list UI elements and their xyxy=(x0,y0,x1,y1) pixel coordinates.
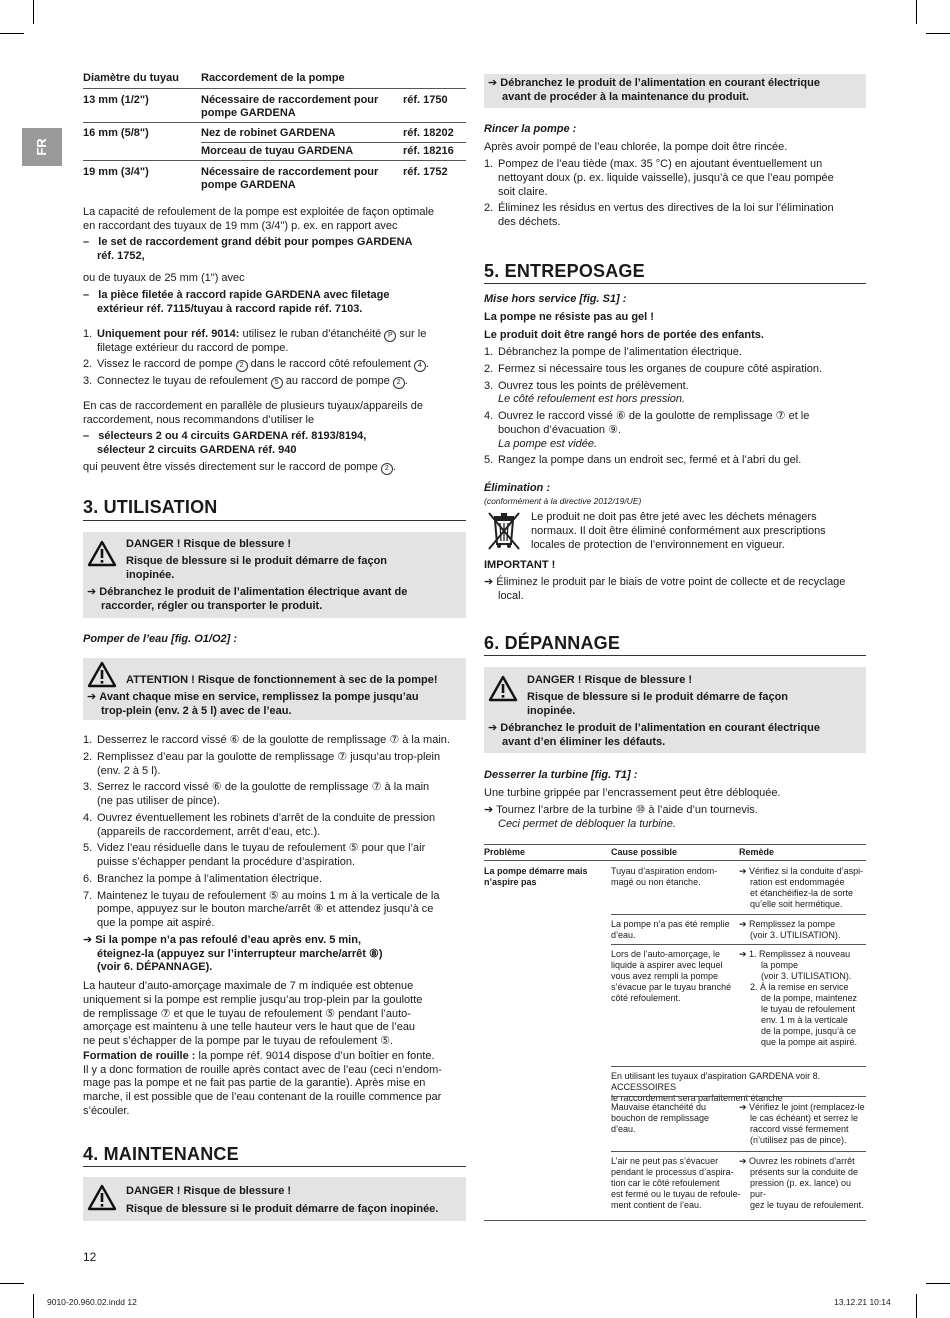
cause-cell xyxy=(611,1102,709,1135)
danger-text: Risque de blessure si le produit démarre de façon inopinée. xyxy=(126,1203,439,1215)
bold-note: Le produit doit être rangé hors de portée des enfants. xyxy=(484,329,764,341)
text-line: de la pompe, maintenez xyxy=(761,992,858,1003)
text-line: la pièce filetée à raccord rapide GARDENA avec filetage xyxy=(98,289,390,301)
list-item xyxy=(484,380,868,408)
text-line: (voir 6. DÉPANNAGE). xyxy=(97,961,213,974)
paragraph: qui peuvent être vissés directement sur le raccord de pompe 2 . xyxy=(83,461,396,473)
danger-text: inopinée. xyxy=(527,705,576,717)
text-line: Tuyau d’aspiration endom- xyxy=(611,866,718,876)
text-line: tion car le côté refoulement xyxy=(611,1177,720,1188)
important-label: IMPORTANT ! xyxy=(484,559,556,571)
text-line: Ceci permet de débloquer la turbine. xyxy=(498,817,676,830)
text-line: pendant le processus d’aspira- xyxy=(611,1166,734,1177)
text-line: puisse s’échapper pendant la procédure d’aspiration. xyxy=(97,856,356,868)
list-item xyxy=(83,812,466,840)
list-item xyxy=(83,781,466,809)
text-line: (ne pas utiliser de pince). xyxy=(97,795,220,807)
steps-list xyxy=(83,328,466,392)
crop-mark xyxy=(0,33,24,34)
text-line: raccorder, régler ou transporter le produit. xyxy=(101,599,323,612)
footer-file-info: 9010-20.960.02.indd 12 xyxy=(47,1297,137,1307)
text-line: ration est endommagée xyxy=(750,876,845,887)
text: sur le xyxy=(396,328,427,340)
page-number: 12 xyxy=(83,1250,97,1264)
text-line: amorçage est maintenu à une telle hauteur vers le haut que de l’eau xyxy=(83,1021,416,1034)
dash-item: – le set de raccordement grand débit pour pompes GARDENA réf. 1752, xyxy=(83,236,413,262)
warning-icon xyxy=(87,661,117,688)
bold-note: La pompe ne résiste pas au gel ! xyxy=(484,311,654,323)
step-number: 5. xyxy=(484,454,494,467)
text-line: que la pompe ait aspiré. xyxy=(761,1036,858,1047)
text: utilisez le ruban d’étanchéité xyxy=(239,328,385,340)
text-line: le cas échéant) et serrez le xyxy=(750,1112,859,1123)
text-line: s’écouler. xyxy=(83,1104,130,1117)
text-line: La capacité de refoulement de la pompe est exploitée de façon optimale xyxy=(83,206,435,218)
subheading-rincer: Rincer la pompe : xyxy=(484,123,577,135)
section-title-maintenance: 4. MAINTENANCE xyxy=(83,1144,239,1164)
remedy-cell: ➔ Ouvrez les robinets d’arrêt présents sur la conduite de pression (p. ex. lance) ou pur- gez le tuyau de refoulement. xyxy=(739,1156,868,1211)
list-item xyxy=(83,328,466,358)
danger-text: Risque de blessure si le produit démarre de façon xyxy=(527,691,789,703)
danger-title: DANGER ! Risque de blessure ! xyxy=(527,674,693,686)
text: filetage extérieur du raccord de pompe. xyxy=(97,342,289,354)
text-line: Si la pompe n’a pas refoulé d’eau après env. 5 min, xyxy=(95,933,361,946)
text-line: gez le tuyau de refoulement. xyxy=(750,1199,864,1210)
arrow-note: ➔ Si la pompe n’a pas refoulé d’eau après env. 5 min, éteignez-la (appuyez sur l’interrupteur marche/arrêt ⑧) (voir 6. DÉPANNAGE). xyxy=(83,934,466,975)
arrow-note: ➔ Tournez l’arbre de la turbine ⑩ à l’aide d’un tournevis. Ceci permet de débloquer la turbine. xyxy=(484,804,758,830)
table-header-connection: Raccordement de la pompe xyxy=(201,72,345,84)
paragraph xyxy=(531,511,826,552)
attention-box xyxy=(83,658,466,720)
remedy-cell: ➔ Remplissez la pompe (voir 3. UTILISATION). xyxy=(739,919,841,940)
list-item xyxy=(484,363,868,377)
text-line: d’eau. xyxy=(611,929,636,940)
step-number: 3. xyxy=(83,375,93,387)
steps-list xyxy=(83,734,466,1119)
troubleshooting-table xyxy=(484,844,868,1254)
list-item xyxy=(83,842,466,870)
paragraph: Après avoir pompé de l’eau chlorée, la pompe doit être rincée. xyxy=(484,141,788,153)
text-line: bouchon de remplissage xyxy=(611,1112,710,1123)
maintenance-box: ➔ Débranchez le produit de l’alimentation en courant électrique avant de procéder à la maintenance du produit. xyxy=(484,74,866,108)
text-line: 1. Remplissez à nouveau xyxy=(749,949,851,959)
text-line: uniquement si la pompe est remplie jusqu’au trop-plein par la goulotte xyxy=(83,993,423,1006)
table-header-cause: Cause possible xyxy=(611,847,678,857)
text-line: Avant chaque mise en service, remplissez la pompe jusqu’au xyxy=(99,691,419,703)
paragraph-rouille xyxy=(83,1050,466,1119)
text-line: Débranchez la pompe de l’alimentation électrique. xyxy=(498,346,742,358)
text-line: Desserrez le raccord vissé ⑥ de la goulotte de remplissage ⑦ à la main. xyxy=(97,734,450,746)
section-title-utilisation: 3. UTILISATION xyxy=(83,497,218,517)
text-line: réf. 1752, xyxy=(97,249,145,262)
subheading-elimination: Élimination : xyxy=(484,482,550,494)
connection-table xyxy=(83,70,466,200)
list-item xyxy=(83,375,466,392)
list-item xyxy=(83,734,466,748)
language-tab xyxy=(22,128,62,166)
dash-item: – sélecteurs 2 ou 4 circuits GARDENA réf. 8193/8194, sélecteur 2 circuits GARDENA réf. 940 xyxy=(83,430,367,456)
callout-number: P xyxy=(384,330,396,342)
table-header-diameter: Diamètre du tuyau xyxy=(83,72,179,84)
text-line: côté refoulement. xyxy=(611,992,681,1003)
section-title-depannage: 6. DÉPANNAGE xyxy=(484,633,621,653)
text-line: sélecteurs 2 ou 4 circuits GARDENA réf. 8193/8194, xyxy=(98,430,367,442)
text-line: En cas de raccordement en parallèle de plusieurs tuyaux/appareils de xyxy=(83,400,423,412)
danger-box xyxy=(83,532,466,618)
text: dans le raccord côté refoulement xyxy=(247,358,414,370)
list-item xyxy=(484,346,868,360)
text-line: vous avez rempli la pompe xyxy=(611,970,719,981)
warning-icon xyxy=(488,675,518,702)
text: au raccord de pompe xyxy=(282,375,393,387)
table-cell: Morceau de tuyau GARDENA xyxy=(201,145,354,157)
text-line: normaux. Il doit être éliminé conformément aux prescriptions xyxy=(531,524,826,537)
text-line: la pompe xyxy=(761,959,799,970)
remedy-cell: ➔ Vérifiez si la conduite d’aspi- ration est endommagée et étanchéifiez-la de sorte qu’elle soit hermétique. xyxy=(739,866,864,909)
paragraph xyxy=(83,980,466,1049)
text-line: le tuyau de refoulement xyxy=(761,1003,856,1014)
footer-timestamp: 13.12.21 10:14 xyxy=(834,1297,891,1307)
step-number: 4. xyxy=(484,410,494,422)
table-cell: réf. 18202 xyxy=(403,127,454,139)
text-line: (appareils de raccordement, arrêt d’eau, etc.). xyxy=(97,825,321,838)
text-line: soit claire. xyxy=(498,185,548,198)
crop-mark xyxy=(0,1283,24,1284)
callout-number: 2 xyxy=(393,377,405,389)
list-item xyxy=(83,890,466,931)
text-line: (n’utilisez pas de pince). xyxy=(750,1134,847,1145)
subheading-turbine: Desserrer la turbine [fig. T1] : xyxy=(484,769,638,781)
text-line: Le produit ne doit pas être jeté avec les déchets ménagers xyxy=(531,511,817,523)
step-number: 2. xyxy=(484,202,494,215)
cause-cell xyxy=(611,866,717,888)
text-line: (voir 3. UTILISATION). xyxy=(761,970,852,981)
text-line: liquide à aspirer avec lequel xyxy=(611,959,723,970)
section-rule xyxy=(484,655,866,656)
callout-number: 2 xyxy=(381,463,393,475)
text-line: Rangez la pompe dans un endroit sec, fermé et à l’abri du gel. xyxy=(498,454,802,467)
danger-box xyxy=(83,1177,466,1221)
callout-number: 5 xyxy=(271,377,283,389)
text-line: de la pompe, jusqu’à ce xyxy=(761,1025,857,1036)
text-line: La pompe est vidée. xyxy=(498,437,598,450)
text: qui peuvent être vissés directement sur le raccord de pompe xyxy=(83,461,381,473)
list-item xyxy=(484,202,868,230)
crop-mark xyxy=(916,1294,917,1318)
steps-list xyxy=(484,158,868,230)
text-line: est fermé ou le tuyau de refoule- xyxy=(611,1188,741,1199)
text-line: d’eau. xyxy=(611,1123,636,1134)
text-line: des déchets. xyxy=(498,216,561,228)
paragraph xyxy=(83,206,434,234)
table-cell: 19 mm (3/4") xyxy=(83,166,149,178)
crop-mark xyxy=(926,1283,950,1284)
table-cell: réf. 18216 xyxy=(403,145,454,157)
section-rule xyxy=(83,1166,466,1167)
step-number: 5. xyxy=(83,842,93,855)
list-item xyxy=(83,873,466,887)
text-line: que la pompe ait aspiré. xyxy=(97,917,215,929)
danger-text: Risque de blessure si le produit démarre de façon xyxy=(126,555,388,567)
text-line: Tournez l’arbre de la turbine ⑩ à l’aide d’un tournevis. xyxy=(496,804,758,816)
text-line: La hauteur d’auto-amorçage maximale de 7 m indiquée est obtenue xyxy=(83,980,414,992)
table-cell: 16 mm (5/8") xyxy=(83,127,149,139)
text-line: ne peut s’échapper de la pompe par le tuyau de refoulement ⑤. xyxy=(83,1035,394,1047)
text-line: éteignez-la (appuyez sur l’interrupteur marche/arrêt ⑧) xyxy=(97,947,383,960)
attention-title: ATTENTION ! Risque de fonctionnement à sec de la pompe! xyxy=(126,674,438,686)
text-line: trop-plein (env. 2 à 5 l) avec de l’eau. xyxy=(101,704,292,717)
text-line: En utilisant les tuyaux d’aspiration GARDENA voir 8. ACCESSOIRES xyxy=(611,1071,821,1092)
text-line: Ouvrez les robinets d’arrêt xyxy=(749,1156,855,1166)
danger-box xyxy=(484,667,866,753)
problem-cell xyxy=(484,866,588,888)
text-line: Le côté refoulement est hors pression. xyxy=(498,393,686,406)
text-line: (env. 2 à 5 l). xyxy=(97,764,161,777)
text-line: Débranchez le produit de l’alimentation électrique avant de xyxy=(99,586,408,598)
callout-number: 4 xyxy=(414,360,426,372)
text-line: Éliminez les résidus en vertus des directives de la loi sur l’élimination xyxy=(498,202,834,215)
text-line: qu’elle soit hermétique. xyxy=(750,898,843,909)
table-cell: réf. 1750 xyxy=(403,94,448,106)
text: Vissez le raccord de pompe xyxy=(97,358,236,370)
remedy-cell: ➔ Vérifiez le joint (remplacez-le le cas échéant) et serrez le raccord vissé fermement (n’utilisez pas de pince). xyxy=(739,1102,865,1145)
text-bold: Formation de rouille : xyxy=(83,1049,196,1062)
language-label: FR xyxy=(33,138,49,156)
dash-item: – la pièce filetée à raccord rapide GARDENA avec filetage extérieur réf. 7115/tuyau à raccord rapide réf. 7103. xyxy=(83,289,390,315)
text-line: sélecteur 2 circuits GARDENA réf. 940 xyxy=(97,443,297,456)
arrow-note: ➔ Éliminez le produit par le biais de votre point de collecte et de recyclage local. xyxy=(484,576,846,602)
text-line: le set de raccordement grand débit pour pompes GARDENA xyxy=(98,236,413,248)
text-line: magé ou non étanche. xyxy=(611,876,701,887)
table-cell: 13 mm (1/2") xyxy=(83,94,149,106)
paragraph xyxy=(83,400,423,428)
text-line: pompe, appuyez sur le bouton marche/arrêt ⑧ et attendez jusqu’à ce xyxy=(97,903,434,916)
text-line: Videz l’eau résiduelle dans le tuyau de refoulement ⑤ pour que l’air xyxy=(97,842,426,855)
crop-mark xyxy=(916,0,917,24)
text-line: La pompe démarre mais xyxy=(484,866,588,876)
text-line: Remplissez la pompe xyxy=(749,919,836,929)
text-line: nettoyant doux (p. ex. liquide vaisselle), jusqu’à ce que l’eau pompée xyxy=(498,171,834,184)
text-line: ment contient de l’eau. xyxy=(611,1199,702,1210)
text-line: local. xyxy=(498,589,524,602)
step-number: 6. xyxy=(83,872,93,885)
text-line: Débranchez le produit de l’alimentation en courant électrique xyxy=(500,77,820,89)
step-number: 3. xyxy=(83,781,93,794)
text-line: Branchez la pompe à l’alimentation électrique. xyxy=(97,872,323,885)
list-item xyxy=(484,158,868,199)
section-title-entreposage: 5. ENTREPOSAGE xyxy=(484,261,645,281)
text-line: raccordement, nous recommandons d’utiliser le xyxy=(83,413,315,426)
list-item xyxy=(83,358,466,375)
text-line: Ouvrez le raccord vissé ⑥ de la goulotte de remplissage ⑦ et le xyxy=(498,410,810,422)
table-cell: Nez de robinet GARDENA xyxy=(201,127,336,139)
callout-number: 2 xyxy=(236,360,248,372)
table-cell: réf. 1752 xyxy=(403,166,448,178)
text-line: Lors de l’auto-amorçage, le xyxy=(611,949,721,959)
text-line: Mauvaise étanchéité du xyxy=(611,1102,707,1112)
table-header-remedy: Remède xyxy=(739,847,775,857)
recycle-bin-crossed-icon xyxy=(486,510,522,552)
danger-text: inopinée. xyxy=(126,569,175,581)
text-line: L’air ne peut pas s’évacuer xyxy=(611,1156,719,1166)
subheading-mise-hors-service: Mise hors service [fig. S1] : xyxy=(484,293,627,305)
text: . xyxy=(425,358,429,370)
text-bold: Uniquement pour réf. 9014: xyxy=(97,328,240,340)
crop-mark xyxy=(33,1294,34,1318)
subheading-pomper: Pomper de l’eau [fig. O1/O2] : xyxy=(83,633,238,645)
danger-title: DANGER ! Risque de blessure ! xyxy=(126,538,292,550)
text-line: Fermez si nécessaire tous les organes de coupure côté aspiration. xyxy=(498,362,823,375)
table-cell: pompe GARDENA xyxy=(201,179,296,191)
text-line: La pompe n’a pas été remplie xyxy=(611,919,730,929)
section-rule xyxy=(484,283,866,284)
text-line: Serrez le raccord vissé ⑥ de la goulotte de remplissage ⑦ à la main xyxy=(97,781,430,794)
step-number: 1. xyxy=(83,734,93,746)
text-line: en raccordant des tuyaux de 19 mm (3/4") p. ex. en rapport avec xyxy=(83,219,398,232)
list-item xyxy=(484,410,868,451)
step-number: 2. xyxy=(484,362,494,375)
steps-list xyxy=(484,346,868,468)
cause-cell xyxy=(611,1156,741,1211)
text-line: locales de protection de l’environnement en vigueur. xyxy=(531,538,785,551)
step-number: 1. xyxy=(83,328,93,340)
step-number: 1. xyxy=(484,158,494,170)
text-line: pression (p. ex. lance) ou pur- xyxy=(750,1177,852,1199)
crop-mark xyxy=(33,0,34,24)
section-rule xyxy=(83,520,466,521)
cause-cell xyxy=(611,949,731,1004)
danger-title: DANGER ! Risque de blessure ! xyxy=(126,1185,292,1197)
remedy-cell: ➔ 1. Remplissez à nouveau la pompe (voir 3. UTILISATION). 2. À la remise en service de la pompe, maintenez le tuyau de refoulement env. 1 m à la verticale de la pompe, jusqu’à ce que la pompe ait aspiré. xyxy=(739,949,858,1047)
text-line: mage pas la pompe et ne fait pas partie de la garantie). Après mise en xyxy=(83,1077,426,1090)
table-cell: Nécessaire de raccordement pour xyxy=(201,166,379,178)
text-line: et étanchéifiez-la de sorte xyxy=(750,887,854,898)
paragraph: ou de tuyaux de 25 mm (1") avec xyxy=(83,272,245,284)
text: Connectez le tuyau de refoulement xyxy=(97,375,271,387)
text-line: de remplissage ⑦ et que le tuyau de refoulement ⑤ pendant l’auto- xyxy=(83,1007,411,1020)
table-cell: pompe GARDENA xyxy=(201,107,296,119)
text-line: Pompez de l’eau tiède (max. 35 °C) en ajoutant éventuellement un xyxy=(498,158,823,170)
paragraph: Une turbine grippée par l’encrassement peut être débloquée. xyxy=(484,787,781,799)
text: . xyxy=(404,375,408,387)
text-line: Vérifiez si la conduite d’aspi- xyxy=(749,866,864,876)
step-number: 2. xyxy=(83,358,93,370)
text-line: Il y a donc formation de rouille après contact avec de l’eau (ceci n’endom- xyxy=(83,1063,442,1076)
text-line: Vérifiez le joint (remplacez-le xyxy=(749,1102,865,1112)
attention-action: ➔ Avant chaque mise en service, remplissez la pompe jusqu’au trop-plein (env. 2 à 5 l) avec de l’eau. xyxy=(87,691,419,717)
text-line: avant d’en éliminer les défauts. xyxy=(502,735,666,748)
text-line: raccord vissé fermement xyxy=(750,1123,849,1134)
warning-icon xyxy=(87,1184,117,1211)
text-line: Ouvrez éventuellement les robinets d’arrêt de la conduite de pression xyxy=(97,811,436,824)
text-line: Remplissez d’eau par la goulotte de remplissage ⑦ jusqu’au trop-plein xyxy=(97,750,441,763)
danger-action: ➔ Débranchez le produit de l’alimentation en courant électrique avant d’en éliminer les défauts. xyxy=(488,722,820,748)
text-line: n’aspire pas xyxy=(484,876,537,887)
table-cell: Nécessaire de raccordement pour xyxy=(201,94,379,106)
text-line: marche, il est possible que de l’eau contenant de la rouille commence par xyxy=(83,1091,442,1103)
step-number: 4. xyxy=(83,811,93,824)
text-line: 2. À la remise en service xyxy=(750,981,849,992)
text-line: Maintenez le tuyau de refoulement ⑤ au moins 1 m à la verticale de la xyxy=(97,889,440,902)
text-line: Débranchez le produit de l’alimentation en courant électrique xyxy=(500,722,820,734)
text-line: (voir 3. UTILISATION). xyxy=(750,929,841,940)
directive-note: (conformément à la directive 2012/19/UE) xyxy=(484,496,642,506)
step-number: 3. xyxy=(484,379,494,392)
text: la pompe réf. 9014 dispose d’un boîtier en fonte. xyxy=(195,1049,435,1062)
table-note xyxy=(611,1071,868,1104)
danger-action: ➔ Débranchez le produit de l’alimentation électrique avant de raccorder, régler ou transporter le produit. xyxy=(87,586,408,612)
text-line: bouchon d’évacuation ⑨. xyxy=(498,423,622,436)
list-item xyxy=(484,454,868,468)
cause-cell xyxy=(611,919,730,941)
text-line: env. 1 m à la verticale xyxy=(761,1014,848,1025)
step-number: 2. xyxy=(83,750,93,763)
list-item xyxy=(83,751,466,779)
crop-mark xyxy=(926,33,950,34)
step-number: 1. xyxy=(484,346,494,358)
step-number: 7. xyxy=(83,889,93,902)
table-header-problem: Problème xyxy=(484,847,526,857)
text-line: Éliminez le produit par le biais de votre point de collecte et de recyclage xyxy=(496,576,846,588)
warning-icon xyxy=(87,540,117,567)
text-line: le raccordement sera parfaitement étanche xyxy=(611,1092,783,1103)
text-line: s’évacue par le tuyau branché xyxy=(611,981,732,992)
text-line: présents sur la conduite de xyxy=(750,1166,859,1177)
text-line: Ouvrez tous les points de prélèvement. xyxy=(498,379,689,392)
text-line: extérieur réf. 7115/tuyau à raccord rapide réf. 7103. xyxy=(97,302,363,315)
text-line: avant de procéder à la maintenance du produit. xyxy=(502,90,749,103)
